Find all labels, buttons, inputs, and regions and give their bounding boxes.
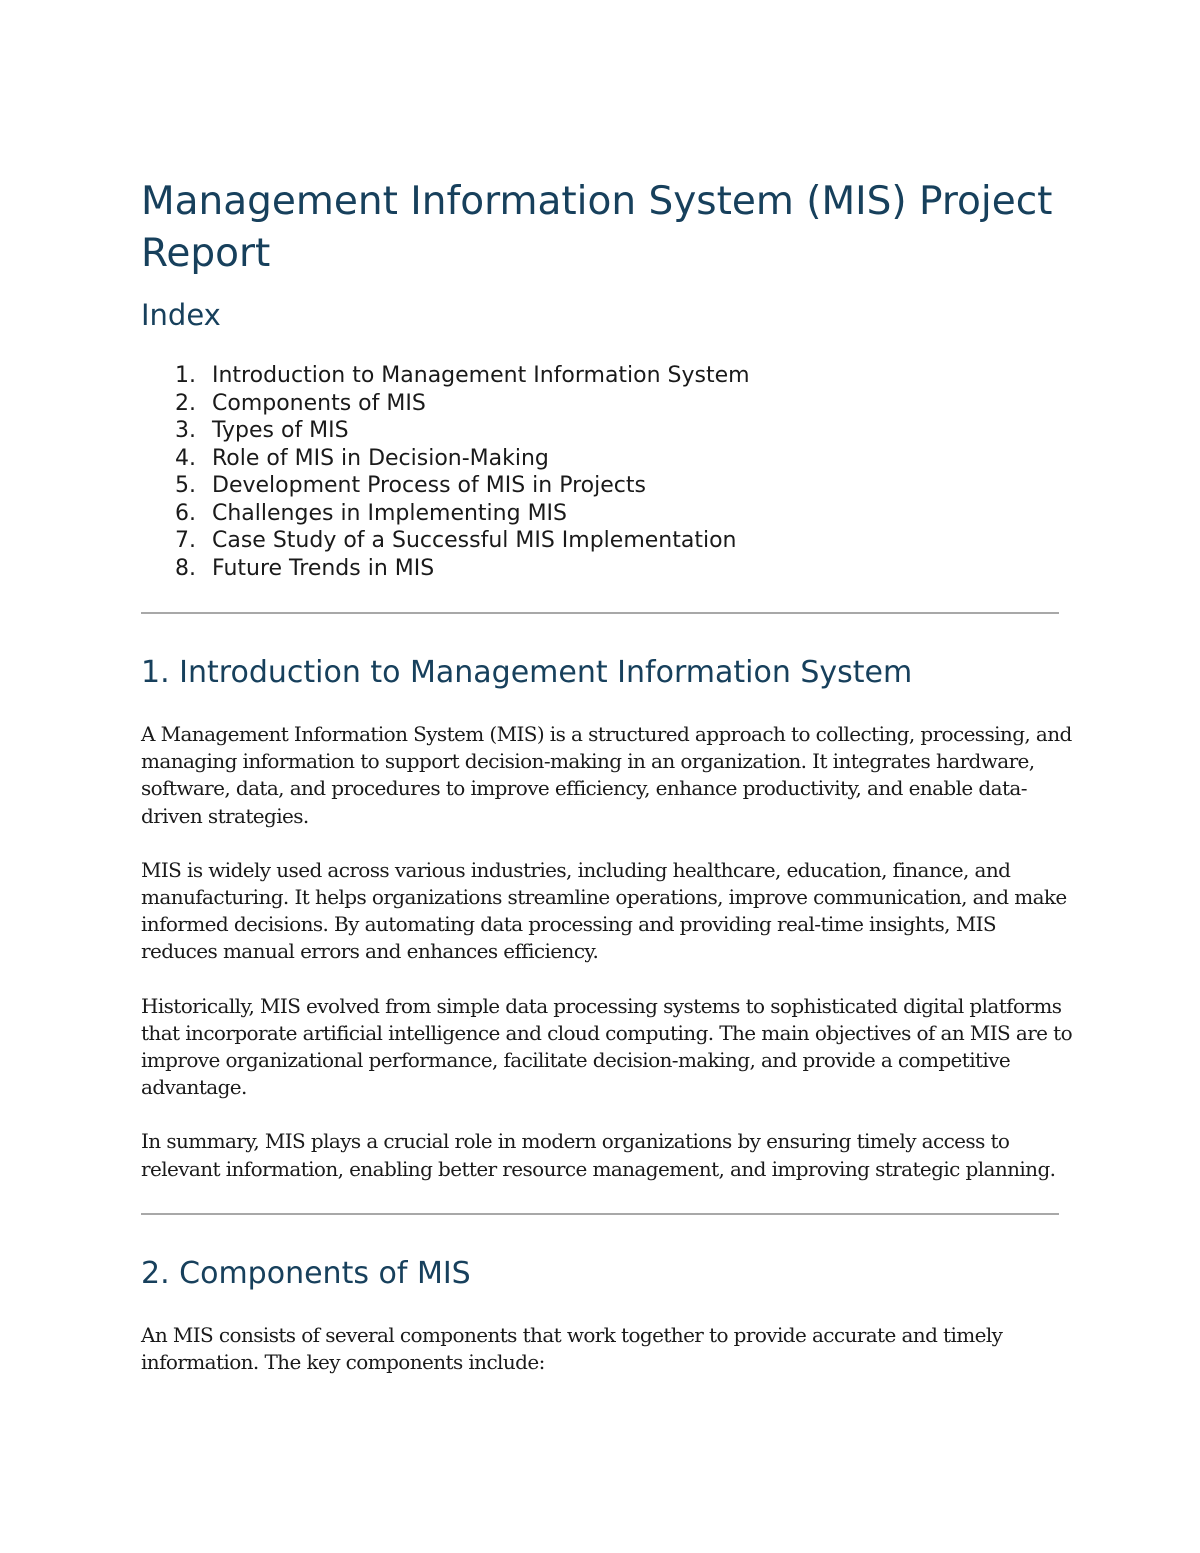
intro-paragraph-3 — [141, 993, 1073, 1102]
paragraph-line: managing information to support decision-making in an organization. It integrates hardware, — [141, 749, 1035, 774]
toc-item-number: 6. — [175, 500, 196, 526]
toc-item-label: Development Process of MIS in Projects — [212, 473, 646, 498]
paragraph-line: relevant information, enabling better resource management, and improving strategic planning. — [141, 1156, 1056, 1181]
toc-item — [141, 390, 1061, 418]
paragraph-line: informed decisions. By automating data processing and providing real-time insights, MIS — [141, 912, 996, 937]
document-page — [141, 176, 1073, 1376]
paragraph-line: advantage. — [141, 1075, 247, 1100]
toc-item-number: 3. — [175, 418, 196, 443]
toc-item — [141, 417, 1061, 445]
toc-item-label: Components of MIS — [212, 390, 426, 416]
intro-paragraph-4 — [141, 1128, 1061, 1182]
toc-item-label: Introduction to Management Information System — [212, 363, 750, 388]
toc-item — [141, 500, 1061, 528]
paragraph-line: Historically, MIS evolved from simple data processing systems to sophisticated digital platforms — [141, 993, 1062, 1018]
toc-item-label: Case Study of a Successful MIS Implementation — [212, 528, 737, 553]
section-heading-introduction: 1. Introduction to Management Information System — [141, 655, 913, 690]
paragraph-line: MIS is widely used across various industries, including healthcare, education, finance, and — [141, 857, 1011, 882]
document-title-line-2: Report — [141, 231, 271, 276]
paragraph-line: software, data, and procedures to improve efficiency, enhance productivity, and enable data- — [141, 776, 1027, 801]
toc-item-number: 8. — [175, 555, 196, 581]
toc-item — [141, 362, 1061, 390]
toc-item — [141, 527, 1061, 555]
paragraph-line: information. The key components include: — [141, 1350, 545, 1375]
paragraph-line: reduces manual errors and enhances efficiency. — [141, 939, 599, 964]
section-divider — [141, 1213, 1059, 1215]
toc-item-number: 5. — [175, 473, 196, 498]
table-of-contents — [141, 362, 1061, 582]
paragraph-line: driven strategies. — [141, 803, 309, 828]
toc-item-number: 7. — [175, 528, 196, 553]
paragraph-line: In summary, MIS plays a crucial role in modern organizations by ensuring timely access to — [141, 1129, 1010, 1154]
document-title — [141, 176, 1061, 280]
toc-item-number: 4. — [175, 445, 196, 471]
index-heading: Index — [141, 298, 221, 332]
paragraph-line: improve organizational performance, facilitate decision-making, and provide a competitive — [141, 1048, 1011, 1073]
section-heading-components: 2. Components of MIS — [141, 1255, 471, 1291]
toc-item — [141, 472, 1061, 500]
toc-item-label: Future Trends in MIS — [212, 555, 435, 581]
toc-item-label: Challenges in Implementing MIS — [212, 500, 568, 526]
toc-item-number: 2. — [175, 390, 196, 416]
toc-item-number: 1. — [175, 363, 196, 388]
toc-item-label: Types of MIS — [212, 418, 349, 443]
toc-item — [141, 555, 1061, 583]
toc-item — [141, 445, 1061, 473]
intro-paragraph-1 — [141, 721, 1072, 830]
components-paragraph-1 — [141, 1322, 1061, 1376]
document-title-line-1: Management Information System (MIS) Project — [141, 179, 1053, 224]
paragraph-line: An MIS consists of several components that work together to provide accurate and timely — [141, 1322, 1003, 1347]
intro-paragraph-2 — [141, 857, 1067, 966]
toc-item-label: Role of MIS in Decision-Making — [212, 445, 549, 471]
paragraph-line: manufacturing. It helps organizations streamline operations, improve communication, and make — [141, 885, 1067, 910]
section-divider — [141, 612, 1059, 614]
paragraph-line: that incorporate artificial intelligence and cloud computing. The main objectives of an MIS are to — [141, 1020, 1073, 1045]
paragraph-line: A Management Information System (MIS) is a structured approach to collecting, processing, and — [141, 722, 1072, 746]
